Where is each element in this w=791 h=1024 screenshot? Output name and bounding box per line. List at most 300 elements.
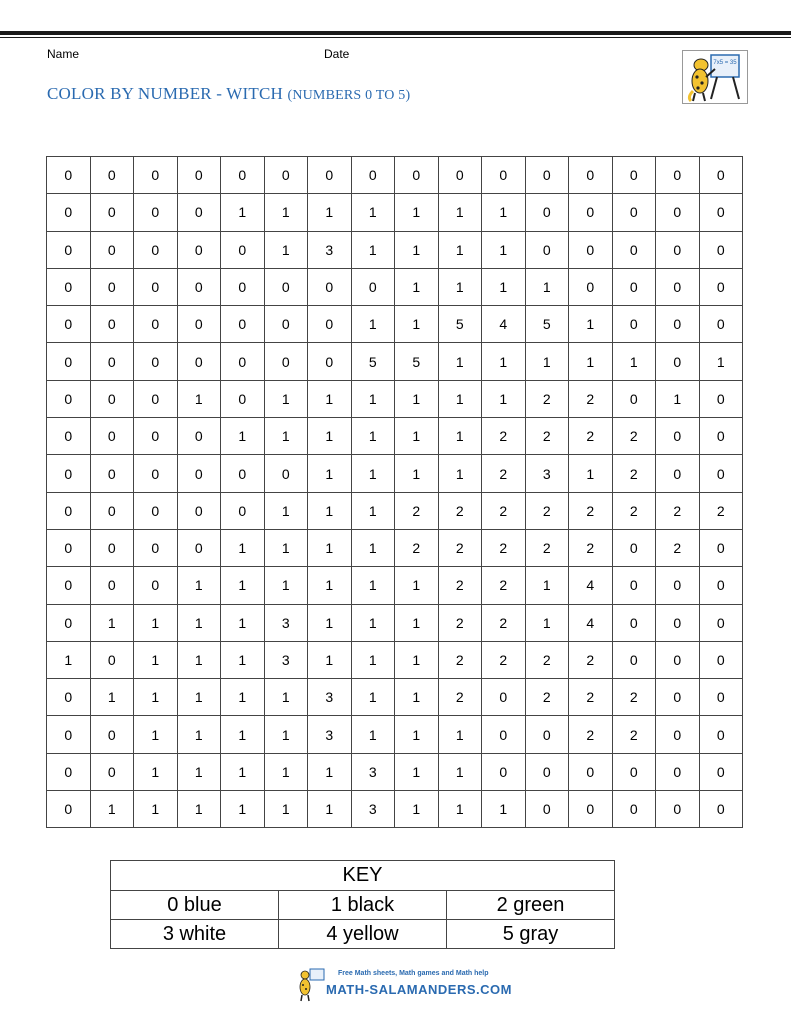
- top-rule: [0, 31, 791, 35]
- grid-cell: 0: [47, 343, 91, 380]
- grid-cell: 1: [395, 641, 439, 678]
- grid-cell: 1: [395, 268, 439, 305]
- grid-row: [47, 157, 743, 194]
- grid-cell: 1: [395, 455, 439, 492]
- grid-cell: 1: [264, 567, 308, 604]
- grid-cell: 4: [569, 604, 613, 641]
- grid-row: [47, 492, 743, 529]
- grid-cell: 1: [221, 194, 265, 231]
- grid-cell: 0: [699, 791, 743, 828]
- grid-cell: 1: [351, 455, 395, 492]
- grid-cell: 0: [569, 194, 613, 231]
- grid-cell: 0: [177, 492, 221, 529]
- grid-cell: 2: [699, 492, 743, 529]
- grid-cell: 1: [656, 380, 700, 417]
- grid-cell: 0: [90, 641, 134, 678]
- grid-cell: 1: [351, 492, 395, 529]
- grid-row: [47, 306, 743, 343]
- grid-cell: 1: [351, 231, 395, 268]
- grid-cell: 0: [395, 157, 439, 194]
- grid-cell: 2: [569, 492, 613, 529]
- grid-cell: 1: [395, 231, 439, 268]
- grid-cell: 0: [221, 455, 265, 492]
- grid-row: [47, 194, 743, 231]
- grid-row: [47, 716, 743, 753]
- grid-cell: 0: [177, 529, 221, 566]
- grid-cell: 1: [264, 194, 308, 231]
- grid-cell: 0: [699, 194, 743, 231]
- grid-row: [47, 567, 743, 604]
- grid-cell: 1: [177, 641, 221, 678]
- grid-cell: 0: [47, 157, 91, 194]
- grid-cell: 0: [656, 455, 700, 492]
- grid-cell: 1: [134, 679, 178, 716]
- grid-cell: 0: [90, 231, 134, 268]
- grid-cell: 0: [47, 455, 91, 492]
- grid-cell: 0: [134, 194, 178, 231]
- grid-cell: 0: [134, 529, 178, 566]
- grid-cell: 1: [134, 641, 178, 678]
- grid-cell: 1: [438, 231, 482, 268]
- grid-cell: 1: [47, 641, 91, 678]
- grid-cell: 1: [221, 791, 265, 828]
- grid-cell: 0: [221, 306, 265, 343]
- grid-cell: 1: [699, 343, 743, 380]
- grid-cell: 1: [351, 194, 395, 231]
- grid-cell: 2: [612, 455, 656, 492]
- grid-cell: 5: [351, 343, 395, 380]
- grid-cell: 1: [264, 380, 308, 417]
- grid-cell: 0: [177, 418, 221, 455]
- grid-cell: 1: [221, 567, 265, 604]
- grid-cell: 1: [264, 492, 308, 529]
- grid-cell: 0: [525, 157, 569, 194]
- grid-cell: 0: [177, 231, 221, 268]
- grid-cell: 1: [351, 567, 395, 604]
- color-by-number-grid: [46, 156, 743, 828]
- grid-cell: 0: [221, 157, 265, 194]
- grid-cell: 0: [47, 604, 91, 641]
- grid-cell: 1: [177, 753, 221, 790]
- grid-cell: 1: [395, 753, 439, 790]
- grid-cell: 0: [612, 753, 656, 790]
- grid-cell: 0: [134, 492, 178, 529]
- grid-cell: 1: [134, 604, 178, 641]
- footer-tagline: Free Math sheets, Math games and Math help: [338, 970, 489, 977]
- grid-cell: 1: [264, 753, 308, 790]
- grid-cell: 2: [438, 492, 482, 529]
- grid-cell: 2: [525, 641, 569, 678]
- grid-cell: 1: [134, 753, 178, 790]
- title-main: COLOR BY NUMBER - WITCH: [47, 84, 283, 103]
- grid-cell: 0: [177, 157, 221, 194]
- grid-cell: 1: [438, 455, 482, 492]
- grid-cell: 1: [438, 268, 482, 305]
- grid-cell: 1: [351, 380, 395, 417]
- grid-cell: 0: [90, 306, 134, 343]
- grid-cell: 1: [308, 753, 352, 790]
- grid-cell: 1: [177, 567, 221, 604]
- grid-cell: 2: [438, 604, 482, 641]
- key-entry: 4 yellow: [279, 920, 447, 949]
- grid-cell: 0: [656, 343, 700, 380]
- grid-cell: 1: [308, 604, 352, 641]
- grid-cell: 1: [177, 679, 221, 716]
- grid-cell: 1: [90, 604, 134, 641]
- grid-cell: 0: [90, 567, 134, 604]
- date-label: Date: [324, 47, 350, 61]
- grid-cell: 0: [438, 157, 482, 194]
- grid-cell: 0: [177, 306, 221, 343]
- grid-cell: 0: [47, 753, 91, 790]
- grid-cell: 1: [221, 418, 265, 455]
- grid-cell: 4: [569, 567, 613, 604]
- grid-cell: 0: [264, 455, 308, 492]
- grid-cell: 2: [525, 418, 569, 455]
- grid-cell: 3: [308, 716, 352, 753]
- grid-cell: 2: [525, 492, 569, 529]
- grid-cell: 0: [264, 306, 308, 343]
- grid-cell: 0: [351, 268, 395, 305]
- grid-cell: 0: [47, 716, 91, 753]
- grid-cell: 2: [656, 492, 700, 529]
- grid-row: [47, 418, 743, 455]
- grid-cell: 0: [612, 157, 656, 194]
- grid-cell: 2: [569, 716, 613, 753]
- grid-cell: 1: [569, 343, 613, 380]
- grid-cell: 2: [569, 380, 613, 417]
- grid-cell: 0: [134, 455, 178, 492]
- key-row: [111, 920, 615, 949]
- grid-cell: 0: [699, 679, 743, 716]
- grid-cell: 1: [351, 716, 395, 753]
- grid-row: [47, 380, 743, 417]
- grid-cell: 0: [612, 380, 656, 417]
- grid-cell: 1: [395, 679, 439, 716]
- grid-cell: 1: [90, 679, 134, 716]
- grid-cell: 0: [699, 380, 743, 417]
- grid-cell: 0: [221, 492, 265, 529]
- grid-cell: 0: [656, 306, 700, 343]
- grid-row: [47, 343, 743, 380]
- grid-cell: 2: [395, 529, 439, 566]
- grid-cell: 2: [612, 492, 656, 529]
- grid-cell: 2: [438, 641, 482, 678]
- grid-row: [47, 604, 743, 641]
- grid-cell: 0: [47, 268, 91, 305]
- grid-cell: 1: [264, 791, 308, 828]
- grid-cell: 1: [395, 194, 439, 231]
- grid-row: [47, 679, 743, 716]
- grid-cell: 2: [395, 492, 439, 529]
- key-entry: 3 white: [111, 920, 279, 949]
- grid-cell: 1: [438, 343, 482, 380]
- grid-cell: 0: [699, 529, 743, 566]
- grid-cell: 2: [612, 679, 656, 716]
- key-entry: 2 green: [447, 891, 615, 920]
- grid-cell: 0: [656, 604, 700, 641]
- grid-cell: 0: [569, 231, 613, 268]
- salamander-teacher-icon: [683, 51, 747, 103]
- grid-cell: 0: [308, 343, 352, 380]
- grid-cell: 0: [90, 716, 134, 753]
- grid-cell: 0: [612, 306, 656, 343]
- grid-cell: 1: [482, 268, 526, 305]
- grid-cell: 2: [482, 455, 526, 492]
- grid-cell: 0: [612, 231, 656, 268]
- grid-cell: 1: [264, 231, 308, 268]
- grid-cell: 1: [221, 679, 265, 716]
- grid-cell: 1: [221, 604, 265, 641]
- grid-cell: 0: [612, 604, 656, 641]
- grid-cell: 0: [612, 268, 656, 305]
- grid-cell: 0: [90, 194, 134, 231]
- grid-cell: 3: [264, 641, 308, 678]
- grid-cell: 3: [264, 604, 308, 641]
- grid-cell: 2: [438, 529, 482, 566]
- grid-cell: 1: [308, 791, 352, 828]
- name-label: Name: [47, 47, 80, 61]
- grid-cell: 3: [525, 455, 569, 492]
- key-row: [111, 891, 615, 920]
- grid-cell: 0: [699, 418, 743, 455]
- grid-cell: 1: [438, 716, 482, 753]
- grid-cell: 0: [656, 716, 700, 753]
- grid-cell: 0: [308, 306, 352, 343]
- grid-cell: 0: [47, 380, 91, 417]
- title-sub: (NUMBERS 0 TO 5): [287, 88, 411, 103]
- grid-cell: 0: [177, 343, 221, 380]
- grid-cell: 0: [656, 268, 700, 305]
- grid-cell: 0: [264, 268, 308, 305]
- grid-cell: 0: [699, 641, 743, 678]
- grid-cell: 1: [525, 604, 569, 641]
- grid-cell: 1: [134, 791, 178, 828]
- key-entry: 0 blue: [111, 891, 279, 920]
- grid-cell: 1: [438, 753, 482, 790]
- grid-cell: 0: [699, 753, 743, 790]
- grid-cell: 1: [221, 529, 265, 566]
- key-title: KEY: [111, 861, 615, 891]
- grid-cell: 0: [177, 268, 221, 305]
- grid-cell: 1: [351, 306, 395, 343]
- grid-cell: 0: [134, 380, 178, 417]
- grid-cell: 1: [177, 604, 221, 641]
- grid-cell: 1: [525, 567, 569, 604]
- grid-cell: 1: [395, 716, 439, 753]
- grid-cell: 1: [221, 716, 265, 753]
- grid-cell: 0: [47, 679, 91, 716]
- grid-cell: 2: [612, 716, 656, 753]
- grid-row: [47, 529, 743, 566]
- footer-logo: [296, 966, 512, 1006]
- grid-row: [47, 268, 743, 305]
- grid-cell: 3: [308, 231, 352, 268]
- grid-cell: 0: [656, 679, 700, 716]
- grid-cell: 0: [612, 529, 656, 566]
- grid-cell: 2: [482, 492, 526, 529]
- grid-cell: 0: [90, 753, 134, 790]
- grid-cell: 0: [612, 791, 656, 828]
- grid-cell: 0: [656, 753, 700, 790]
- grid-row: [47, 791, 743, 828]
- grid-cell: 1: [438, 194, 482, 231]
- grid-cell: 1: [395, 418, 439, 455]
- grid-row: [47, 753, 743, 790]
- grid-cell: 1: [569, 306, 613, 343]
- grid-cell: 0: [47, 306, 91, 343]
- grid-cell: 1: [569, 455, 613, 492]
- grid-cell: 1: [221, 753, 265, 790]
- grid-cell: 0: [525, 231, 569, 268]
- grid-cell: 1: [264, 679, 308, 716]
- grid-cell: 0: [90, 268, 134, 305]
- grid-cell: 0: [612, 641, 656, 678]
- grid-cell: 0: [264, 157, 308, 194]
- grid-cell: 2: [438, 567, 482, 604]
- grid-cell: 1: [482, 231, 526, 268]
- grid-cell: 0: [134, 157, 178, 194]
- salamander-logo: [682, 50, 748, 104]
- grid-cell: 1: [177, 380, 221, 417]
- grid-row: [47, 231, 743, 268]
- grid-cell: 0: [308, 157, 352, 194]
- grid-cell: 0: [699, 268, 743, 305]
- grid-cell: 1: [482, 791, 526, 828]
- grid-cell: 1: [395, 567, 439, 604]
- grid-cell: 0: [699, 716, 743, 753]
- grid-cell: 0: [308, 268, 352, 305]
- grid-cell: 2: [656, 529, 700, 566]
- grid-cell: 2: [482, 418, 526, 455]
- grid-cell: 5: [525, 306, 569, 343]
- grid-cell: 1: [264, 529, 308, 566]
- color-key-table: [110, 860, 615, 949]
- grid-cell: 0: [656, 641, 700, 678]
- grid-cell: 0: [699, 567, 743, 604]
- grid-cell: 0: [177, 455, 221, 492]
- grid-cell: 0: [221, 231, 265, 268]
- footer-site: MATH-SALAMANDERS.COM: [326, 982, 512, 997]
- grid-cell: 0: [47, 194, 91, 231]
- grid-cell: 0: [482, 716, 526, 753]
- grid-cell: 0: [134, 231, 178, 268]
- grid-cell: 0: [134, 343, 178, 380]
- grid-cell: 0: [525, 753, 569, 790]
- grid-cell: 0: [525, 791, 569, 828]
- grid-cell: 0: [612, 194, 656, 231]
- grid-cell: 1: [308, 418, 352, 455]
- grid-cell: 1: [308, 641, 352, 678]
- grid-cell: 2: [482, 567, 526, 604]
- grid-cell: 1: [351, 679, 395, 716]
- grid-cell: 1: [482, 343, 526, 380]
- grid-cell: 1: [308, 455, 352, 492]
- grid-cell: 2: [569, 641, 613, 678]
- grid-cell: 0: [525, 716, 569, 753]
- grid-row: [47, 641, 743, 678]
- grid-cell: 0: [656, 157, 700, 194]
- grid-cell: 1: [264, 716, 308, 753]
- grid-cell: 2: [525, 380, 569, 417]
- grid-cell: 0: [569, 791, 613, 828]
- grid-cell: 1: [308, 567, 352, 604]
- top-rule-thin: [0, 37, 791, 38]
- grid-cell: 0: [656, 418, 700, 455]
- footer-salamander-icon: [296, 968, 326, 1002]
- grid-cell: 2: [569, 529, 613, 566]
- grid-cell: 2: [482, 641, 526, 678]
- grid-cell: 1: [395, 604, 439, 641]
- grid-cell: 0: [569, 753, 613, 790]
- grid-cell: 0: [699, 455, 743, 492]
- grid-cell: 1: [438, 418, 482, 455]
- grid-cell: 0: [90, 492, 134, 529]
- grid-cell: 1: [221, 641, 265, 678]
- grid-cell: 0: [90, 343, 134, 380]
- grid-cell: 0: [90, 157, 134, 194]
- grid-cell: 0: [47, 791, 91, 828]
- grid-cell: 1: [395, 791, 439, 828]
- grid-cell: 0: [221, 268, 265, 305]
- grid-cell: 1: [525, 268, 569, 305]
- grid-cell: 1: [308, 492, 352, 529]
- grid-cell: 5: [395, 343, 439, 380]
- grid-cell: 0: [699, 157, 743, 194]
- grid-cell: 1: [351, 641, 395, 678]
- grid-cell: 0: [699, 306, 743, 343]
- grid-cell: 2: [612, 418, 656, 455]
- grid-cell: 0: [699, 604, 743, 641]
- grid-cell: 1: [351, 604, 395, 641]
- grid-cell: 0: [482, 157, 526, 194]
- grid-cell: 2: [482, 529, 526, 566]
- page-title: [47, 84, 410, 104]
- grid-cell: 1: [134, 716, 178, 753]
- grid-cell: 1: [308, 380, 352, 417]
- grid-cell: 0: [47, 492, 91, 529]
- grid-cell: 0: [656, 231, 700, 268]
- grid-cell: 1: [351, 418, 395, 455]
- grid-cell: 1: [177, 791, 221, 828]
- grid-cell: 1: [482, 380, 526, 417]
- grid-cell: 5: [438, 306, 482, 343]
- grid-cell: 1: [264, 418, 308, 455]
- grid-cell: 1: [525, 343, 569, 380]
- grid-cell: 0: [47, 418, 91, 455]
- grid-cell: 2: [525, 529, 569, 566]
- logo-board-text: 7x5 = 35: [713, 60, 737, 66]
- grid-cell: 0: [612, 567, 656, 604]
- grid-cell: 0: [656, 194, 700, 231]
- grid-cell: 1: [438, 380, 482, 417]
- grid-cell: 0: [569, 157, 613, 194]
- grid-cell: 1: [90, 791, 134, 828]
- grid-cell: 0: [656, 791, 700, 828]
- grid-cell: 1: [308, 194, 352, 231]
- grid-cell: 0: [134, 418, 178, 455]
- grid-cell: 0: [90, 380, 134, 417]
- grid-cell: 0: [264, 343, 308, 380]
- grid-cell: 0: [569, 268, 613, 305]
- grid-cell: 0: [351, 157, 395, 194]
- grid-cell: 1: [395, 380, 439, 417]
- grid-cell: 0: [47, 231, 91, 268]
- grid-cell: 1: [395, 306, 439, 343]
- grid-cell: 0: [482, 753, 526, 790]
- grid-row: [47, 455, 743, 492]
- grid-cell: 0: [90, 529, 134, 566]
